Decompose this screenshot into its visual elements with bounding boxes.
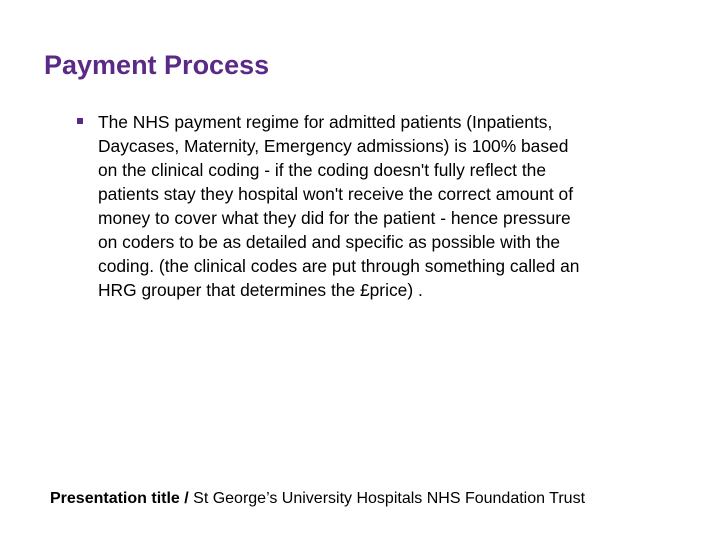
bullet-text: The NHS payment regime for admitted patients (Inpatients, Daycases, Maternity, Emergency admissions) is 100% based on the clinical coding - if the coding doesn't fully reflect the patients stay they hospital won't receive the correct amount of money to cover what they did for the patient - hence pressure on coders to be as detailed and specific as possible with the coding. (the clinical codes are put through something called an HRG grouper that determines the £price) . [98,112,580,300]
footer-organization: St George’s University Hospitals NHS Foundation Trust [188,490,586,507]
bullet-item [75,110,665,302]
slide-footer [50,488,650,510]
slide-title: Payment Process [44,50,270,80]
square-bullet-icon [75,116,85,126]
slide-body [75,110,665,302]
footer-presentation-title: Presentation title / [50,490,189,507]
